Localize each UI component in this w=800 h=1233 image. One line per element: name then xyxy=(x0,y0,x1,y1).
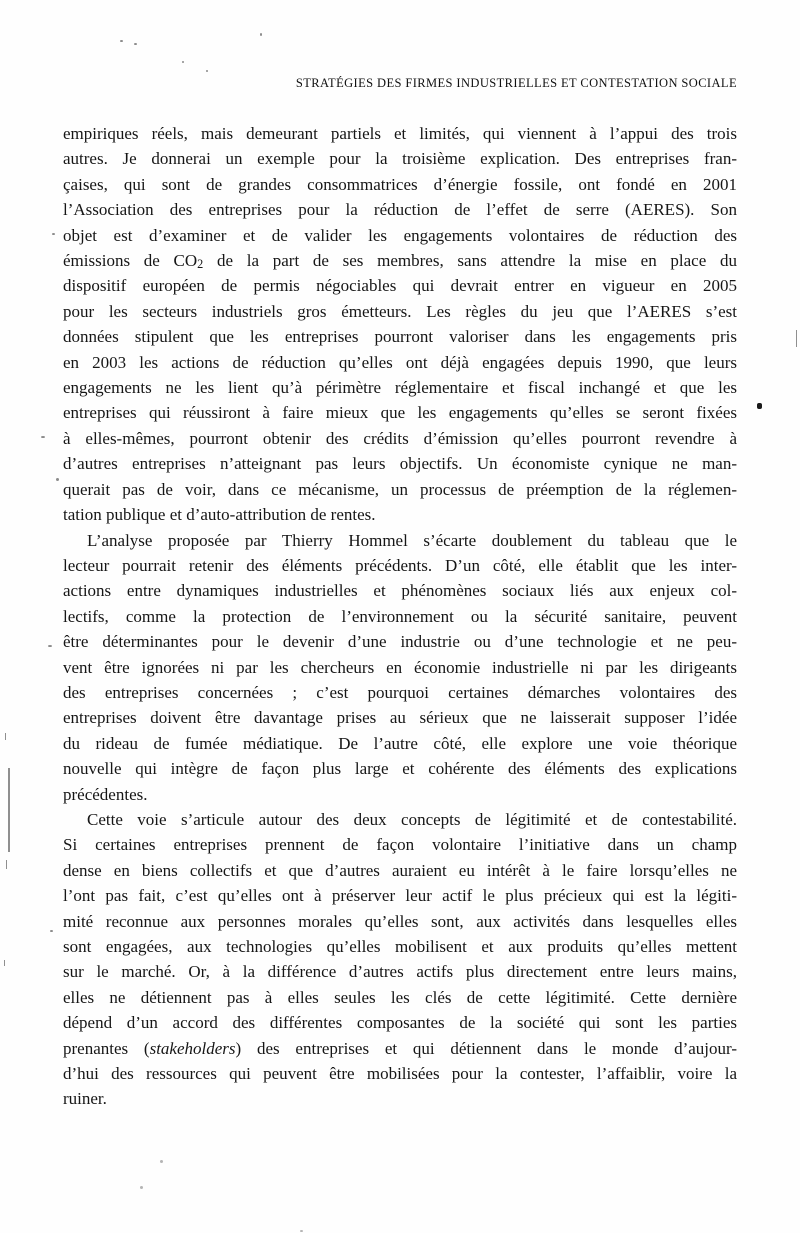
text-line: dense en biens collectifs et que d’autres auraient eu intérêt à le faire lorsqu’elles ne xyxy=(63,860,737,880)
text-line: sont engagées, aux technologies qu’elles mobilisent et aux produits qu’elles mettent xyxy=(63,937,737,956)
text-line: lectifs, comme la protection de l’environnement ou la sécurité sanitaire, peuvent xyxy=(63,606,737,626)
text-line: du rideau de fumée médiatique. De l’autre côté, elle explore une voie théorique xyxy=(63,733,737,753)
text-line: nouvelle qui intègre de façon plus large et cohérente des éléments des explications xyxy=(63,759,737,779)
scan-speck xyxy=(41,436,45,438)
text-line: émissions de $CO_2$ de la part de ses membres, sans attendre la mise en place du xyxy=(63,251,737,272)
text-line: l’Association des entreprises pour la réduction de l’effet de serre (AERES). Son xyxy=(63,200,737,220)
scan-line-artifact xyxy=(8,768,10,852)
text-line: des entreprises concernées ; c’est pourquoi certaines démarches volontaires des xyxy=(63,682,737,702)
scan-speck xyxy=(206,70,208,72)
text-line: sur le marché. Or, à la différence d’autres actifs plus directement entre leurs mains, xyxy=(63,962,737,982)
text-line: objet est d’examiner et de valider les engagements volontaires de réduction des xyxy=(63,225,737,245)
text-line: elles ne détiennent pas à elles seules les clés de cette légitimité. Cette dernière xyxy=(63,987,737,1007)
scan-line-artifact xyxy=(6,860,7,869)
text-line: pour les secteurs industriels gros émetteurs. Les règles du jeu que l’AERES s’est xyxy=(63,301,737,321)
text-line: en 2003 les actions de réduction qu’elles ont déjà engagées depuis 1990, que leurs xyxy=(63,352,737,372)
scan-line-artifact xyxy=(5,733,6,740)
scan-speck xyxy=(52,233,55,235)
text-line: l’ont pas fait, c’est qu’elles ont à préserver leur actif le plus précieux qui est la légiti- xyxy=(63,886,737,906)
text-line: prenantes (stakeholders) des entreprises et qui détiennent dans le monde d’aujour- xyxy=(63,1038,737,1058)
text-line: tation publique et d’auto-attribution de rentes. xyxy=(63,505,376,525)
text-line: être déterminantes pour le devenir d’une industrie ou d’une technologie et ne peu- xyxy=(63,632,737,652)
scan-line-artifact xyxy=(796,330,797,347)
text-line: querait pas de voir, dans ce mécanisme, un processus de préemption de la réglemen- xyxy=(63,479,737,499)
text-line: dépend d’un accord des différentes composantes de la société qui sont les parties xyxy=(63,1013,737,1033)
text-line: actions entre dynamiques industrielles et phénomènes sociaux liés aux enjeux col- xyxy=(63,581,737,601)
text-line: engagements ne les lient qu’à périmètre réglementaire et fiscal inchangé et que les xyxy=(63,378,737,398)
scan-speck xyxy=(50,930,53,932)
text-line: L’analyse proposée par Thierry Hommel s’écarte doublement du tableau que le xyxy=(87,530,737,550)
scan-speck xyxy=(160,1160,163,1163)
paragraph xyxy=(63,807,737,1112)
text-line: Cette voie s’articule autour des deux concepts de légitimité et de contestabilité. xyxy=(87,809,737,829)
scan-speck xyxy=(48,645,52,647)
page-body xyxy=(63,121,737,1112)
scan-speck xyxy=(56,478,59,481)
text-line: lecteur pourrait retenir des éléments précédents. D’un côté, elle établit que les inter- xyxy=(63,555,737,575)
scan-speck xyxy=(260,33,262,36)
running-header: STRATÉGIES DES FIRMES INDUSTRIELLES ET CONTESTATION SOCIALE xyxy=(295,76,737,90)
text-line: Si certaines entreprises prennent de façon volontaire l’initiative dans un champ xyxy=(63,835,737,855)
paragraph xyxy=(63,121,737,528)
text-line: d’hui des ressources qui peuvent être mobilisées pour la contester, l’affaiblir, voire la xyxy=(63,1064,737,1084)
scan-speck xyxy=(120,40,123,42)
scan-speck xyxy=(134,43,137,45)
text-line: entreprises qui réussiront à faire mieux que les engagements qu’elles se seront fixées xyxy=(63,403,737,423)
text-line: précédentes. xyxy=(63,784,148,804)
text-line: dispositif européen de permis négociables qui devrait entrer en vigueur en 2005 xyxy=(63,276,737,296)
text-line: ruiner. xyxy=(63,1089,107,1109)
text-line: empiriques réels, mais demeurant partiels et limités, qui viennent à l’appui des trois xyxy=(63,124,737,143)
scan-speck xyxy=(182,61,184,63)
text-line: d’autres entreprises n’atteignant pas leurs objectifs. Un économiste cynique ne man- xyxy=(63,454,737,474)
text-line: vent être ignorées ni par les chercheurs en économie industrielle ni par les dirigeants xyxy=(63,657,737,677)
text-line: autres. Je donnerai un exemple pour la troisième explication. Des entreprises fran- xyxy=(63,149,737,169)
text-line: mité reconnue aux personnes morales qu’elles sont, aux activités dans lesquelles elles xyxy=(63,911,737,931)
scan-speck xyxy=(300,1230,303,1232)
scan-line-artifact xyxy=(4,960,5,966)
text-line: données stipulent que les entreprises pourront valoriser dans les engagements pris xyxy=(63,327,737,347)
paragraph xyxy=(63,528,737,807)
scan-speck xyxy=(140,1186,143,1189)
scan-speck xyxy=(757,403,762,409)
text-line: entreprises doivent être davantage prises au sérieux que ne laisserait supposer l’idée xyxy=(63,708,737,728)
text-line: à elles-mêmes, pourront obtenir des crédits d’émission qu’elles pourront revendre à xyxy=(63,428,737,448)
text-line: çaises, qui sont de grandes consommatrices d’énergie fossile, ont fondé en 2001 xyxy=(63,174,737,194)
